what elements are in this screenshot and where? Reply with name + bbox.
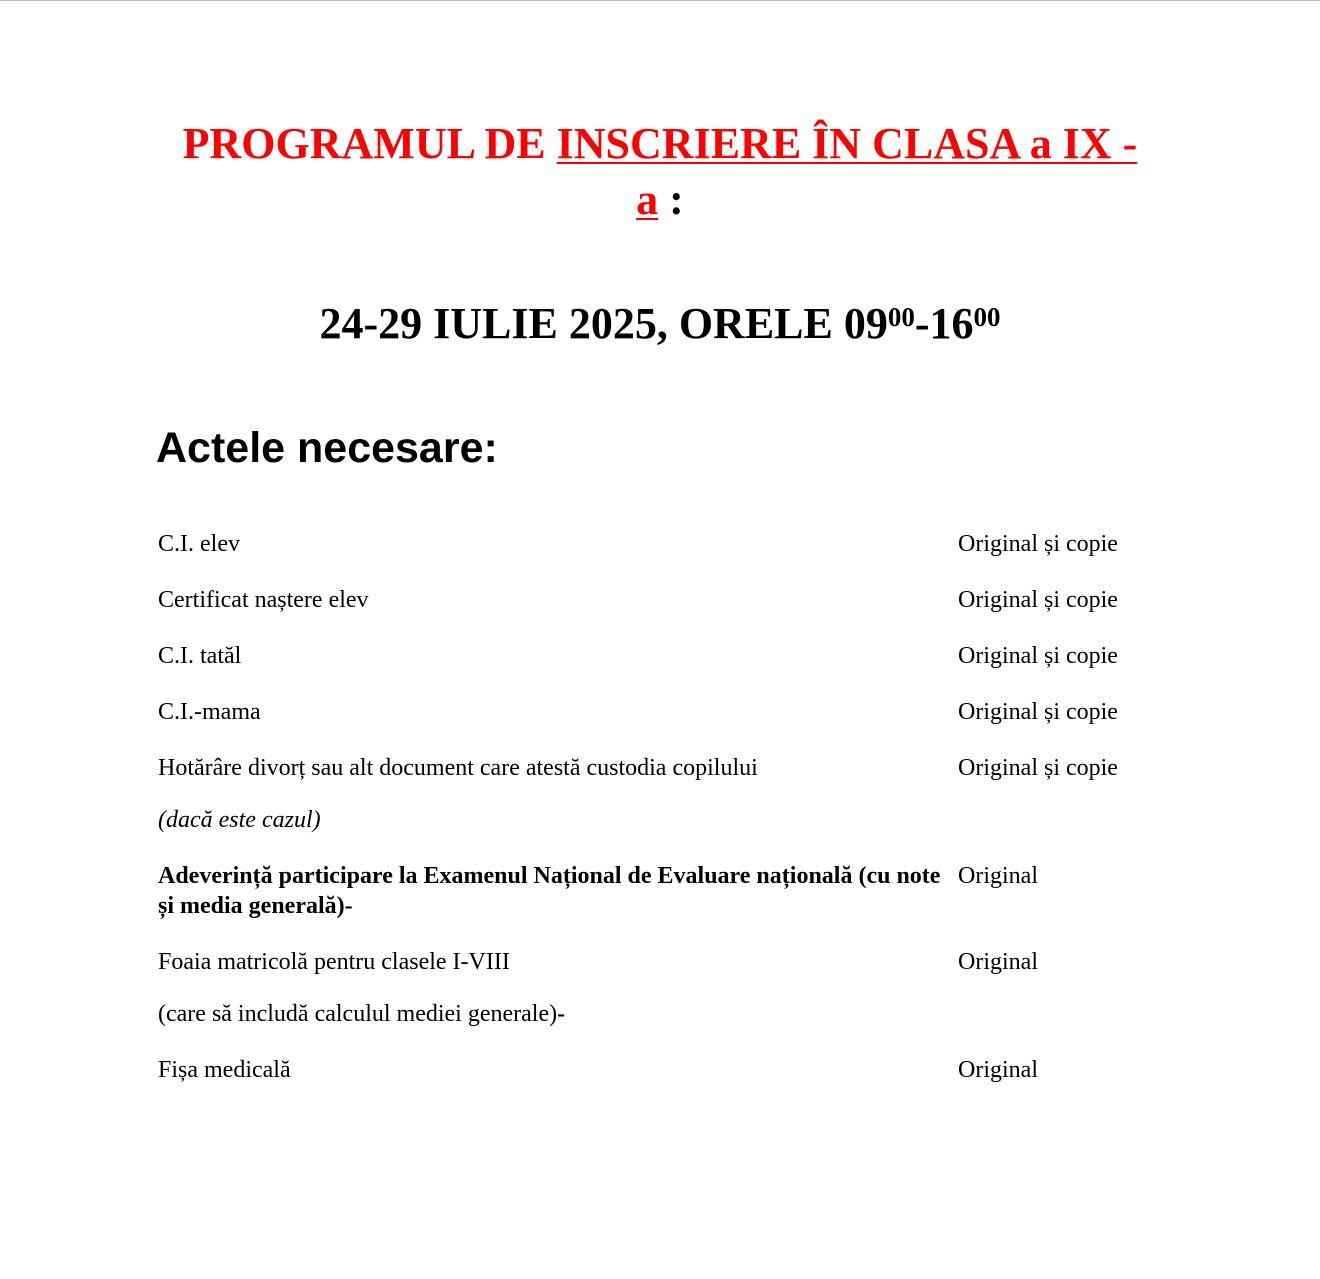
schedule-heading (0, 296, 1320, 352)
title-part-3: a (636, 175, 659, 224)
document-requirement: Original și copie (958, 531, 1118, 557)
schedule-sup-2: 00 (973, 302, 1001, 332)
document-name: Hotărâre divorț sau alt document care atestă custodia copilului (158, 755, 758, 781)
schedule-text-1: 24-29 IULIE 2025, ORELE 09 (319, 299, 888, 348)
document-name: Fișa medicală (158, 1057, 291, 1083)
schedule-sup-1: 00 (887, 302, 915, 332)
title-part-1: PROGRAMUL DE (182, 119, 557, 168)
document-name: Foaia matricolă pentru clasele I-VIII (158, 949, 510, 975)
document-requirement: Original (958, 1057, 1038, 1083)
document-name: Certificat naștere elev (158, 587, 369, 613)
document-requirement: Original și copie (958, 587, 1118, 613)
document-requirement: Original și copie (958, 699, 1118, 725)
schedule-text-2: -16 (914, 299, 974, 348)
title-part-2: INSCRIERE ÎN CLASA a IX - (556, 119, 1138, 168)
document-requirement: Original și copie (958, 755, 1118, 781)
document-requirement: Original (958, 863, 1038, 889)
document-name: C.I. elev (158, 531, 240, 557)
document-note-suffix: - (557, 1001, 566, 1027)
document-note: (dacă este cazul) (158, 807, 321, 833)
document-name: C.I.-mama (158, 699, 261, 725)
document-name: Adeverință participare la Examenul Național de Evaluare națională (cu note și media generală)- (158, 863, 941, 919)
documents-heading: Actele necesare: (156, 424, 498, 472)
top-border (0, 0, 1320, 1)
title-colon: : (658, 175, 684, 224)
document-note-text: (care să includă calculul mediei generale) (158, 1001, 558, 1027)
document-note (158, 999, 950, 1029)
document-requirement: Original și copie (958, 643, 1118, 669)
page-title (150, 116, 1170, 228)
document-requirement: Original (958, 949, 1038, 975)
document-name: C.I. tatăl (158, 643, 242, 669)
